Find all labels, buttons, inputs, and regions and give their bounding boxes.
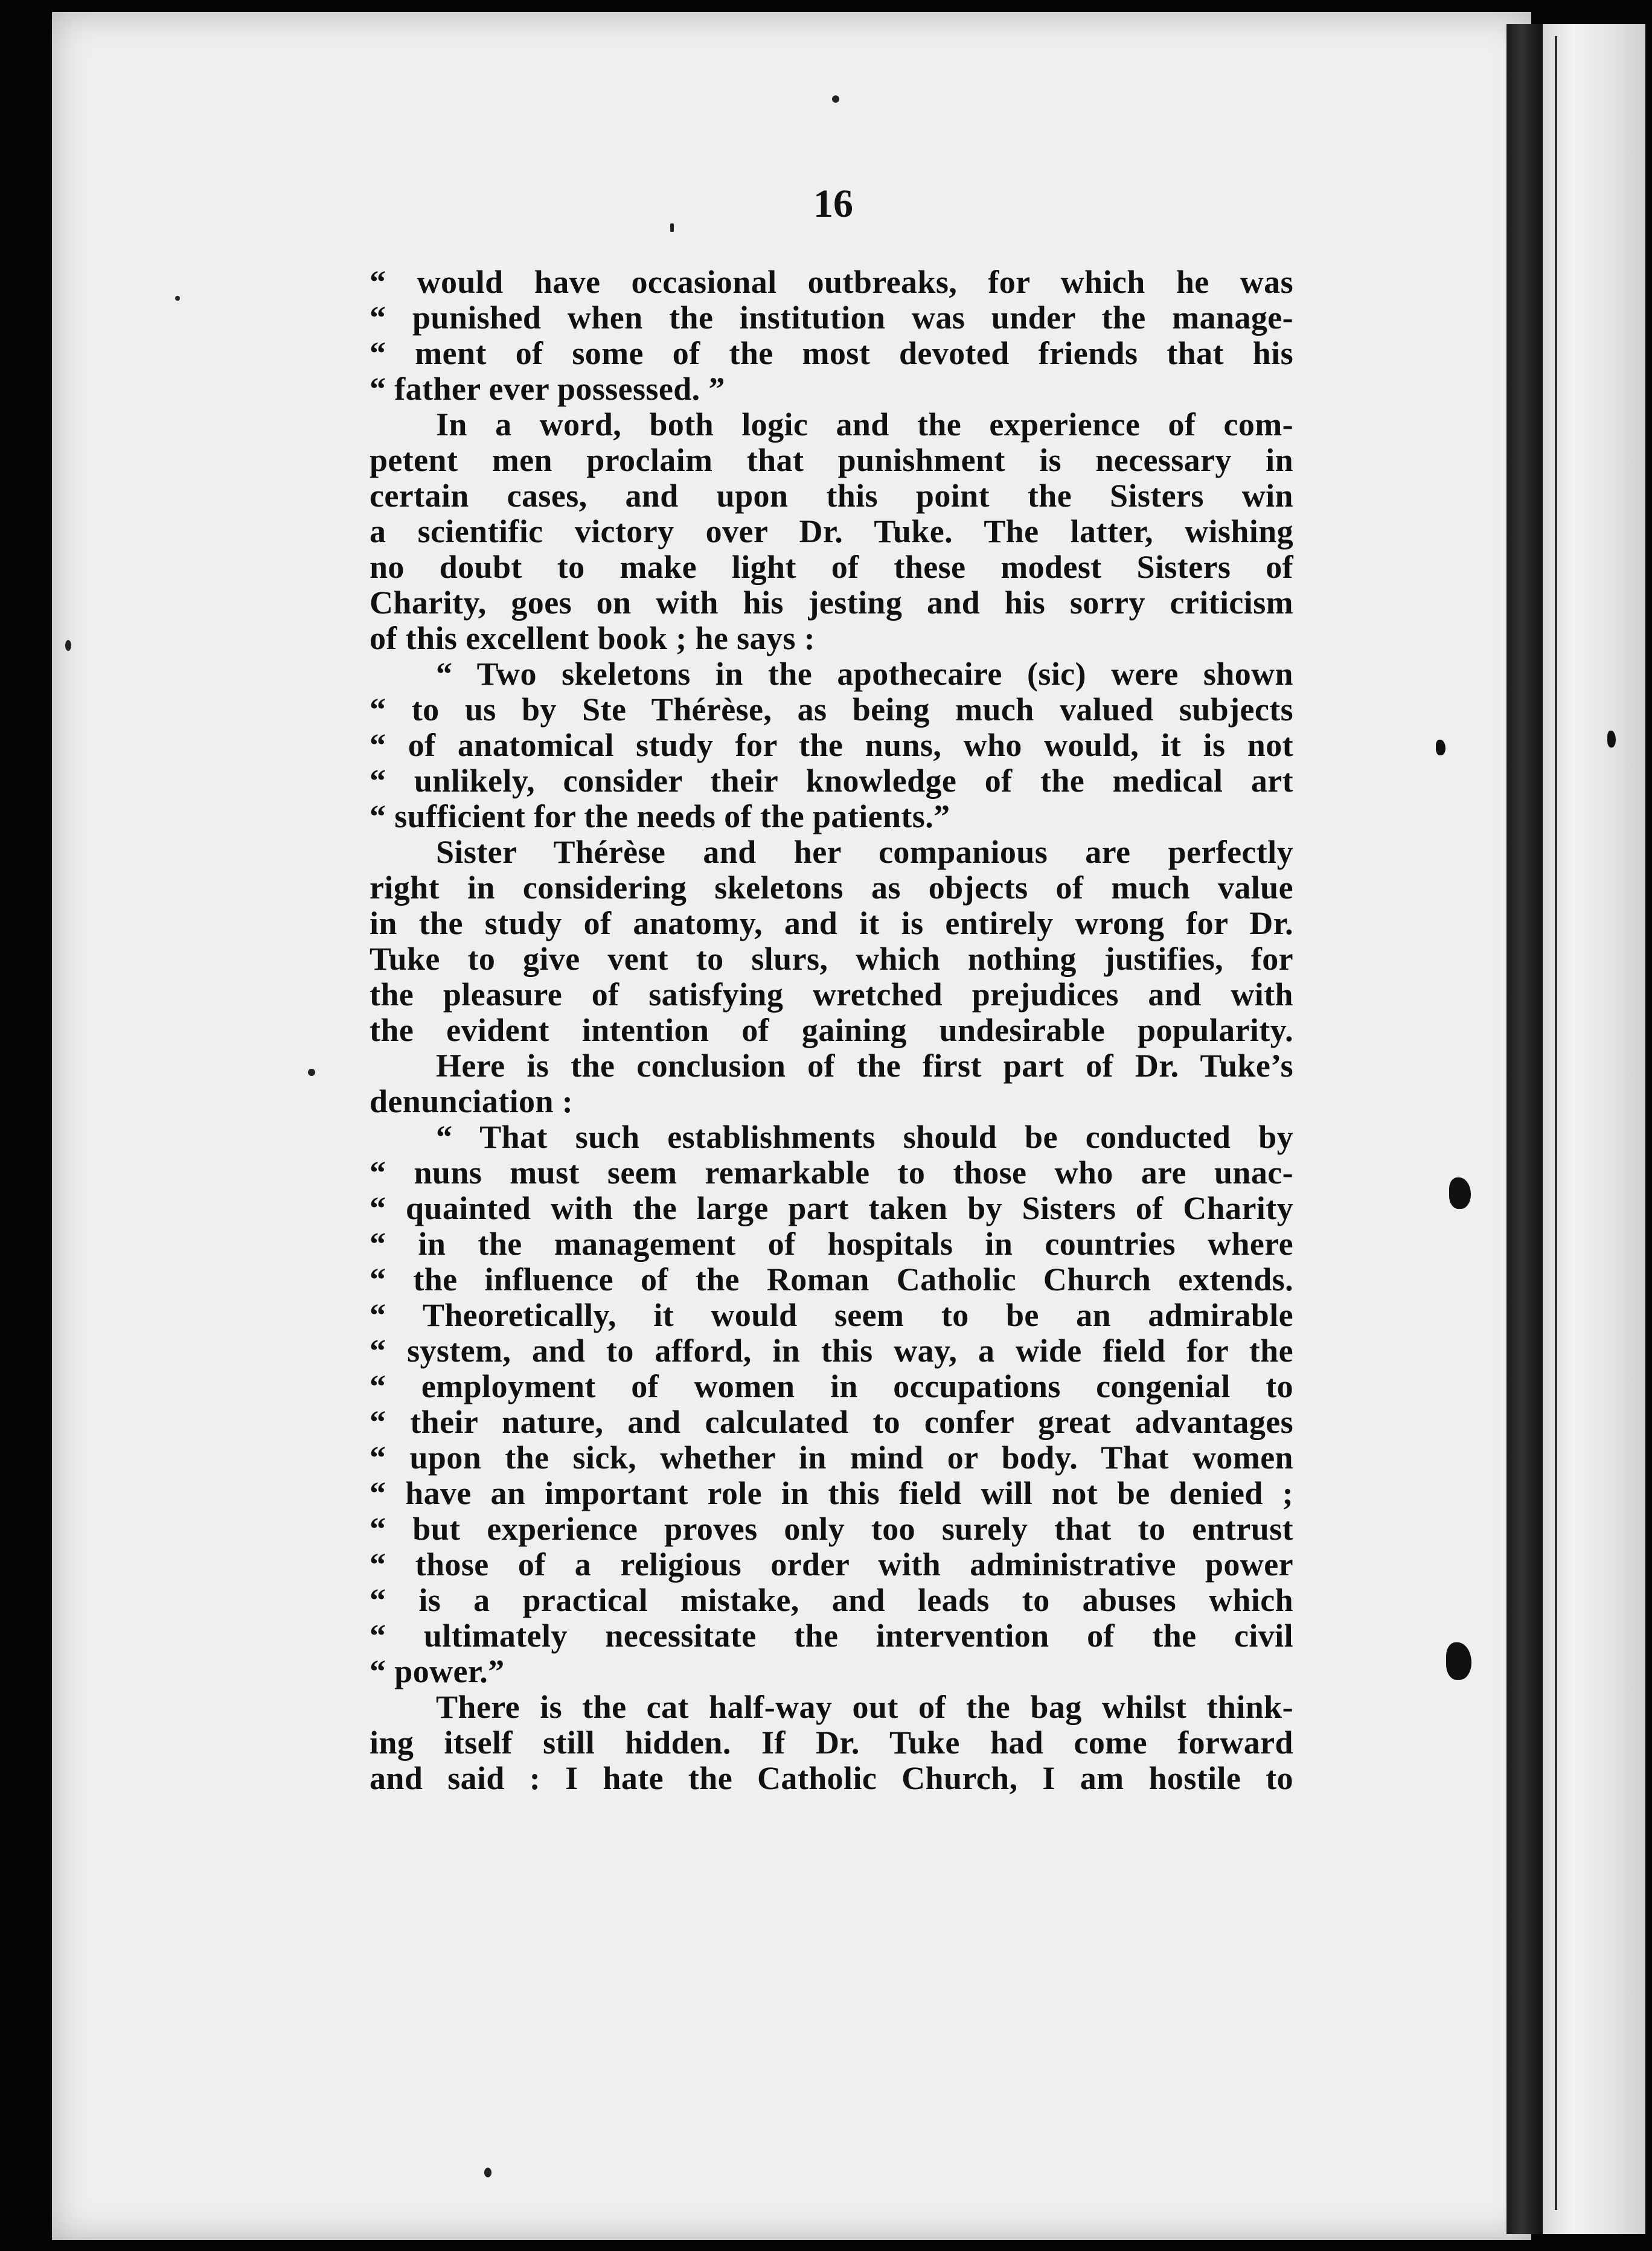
body-text — [370, 264, 1293, 1796]
text-line: “ ment of some of the most devoted friends that his — [370, 335, 1293, 371]
text-line: certain cases, and upon this point the Sisters win — [370, 478, 1293, 514]
text-line: a scientific victory over Dr. Tuke. The latter, wishing — [370, 513, 1293, 549]
text-line: “ to us by Ste Thérèse, as being much valued subjects — [370, 691, 1293, 728]
text-line: denunciation : — [370, 1083, 574, 1119]
scan-speck — [65, 640, 71, 651]
text-line: “ upon the sick, whether in mind or body. That women — [370, 1439, 1293, 1476]
text-line: “ ultimately necessitate the intervention of the civil — [370, 1618, 1293, 1654]
text-line: right in considering skeletons as objects of much value — [370, 869, 1293, 906]
text-line: “ of anatomical study for the nuns, who would, it is not — [370, 727, 1293, 763]
adjacent-page-edge — [1543, 24, 1645, 2234]
text-line: “ the influence of the Roman Catholic Church extends. — [370, 1261, 1293, 1298]
text-line: Charity, goes on with his jesting and his sorry criticism — [370, 584, 1293, 621]
text-line: “ but experience proves only too surely that to entrust — [370, 1511, 1293, 1547]
scan-speck — [308, 1069, 315, 1076]
scan-speck — [175, 296, 180, 301]
text-line: “ have an important role in this field will not be denied ; — [370, 1475, 1293, 1511]
text-line: In a word, both logic and the experience of com- — [436, 406, 1293, 443]
text-line: Here is the conclusion of the first part of Dr. Tuke’s — [436, 1048, 1293, 1084]
text-line: in the study of anatomy, and it is entirely wrong for Dr. — [370, 905, 1293, 941]
text-line: Sister Thérèse and her companious are perfectly — [436, 834, 1293, 870]
ink-blot — [1607, 731, 1616, 748]
page-number: 16 — [813, 182, 853, 226]
text-line: of this excellent book ; he says : — [370, 620, 816, 656]
text-line: “ would have occasional outbreaks, for which he was — [370, 264, 1293, 300]
text-line: and said : I hate the Catholic Church, I am hostile to — [370, 1760, 1293, 1796]
text-line: “ system, and to afford, in this way, a wide field for the — [370, 1333, 1293, 1369]
text-line: Tuke to give vent to slurs, which nothing justifies, for — [370, 941, 1293, 977]
text-line: “ in the management of hospitals in countries where — [370, 1226, 1293, 1262]
text-line: “ That such establishments should be conducted by — [436, 1119, 1293, 1155]
text-line: “ power.” — [370, 1653, 505, 1689]
ink-blot — [1436, 740, 1446, 755]
book-spine-shadow — [1506, 24, 1543, 2234]
text-line: “ those of a religious order with administrative power — [370, 1546, 1293, 1583]
text-line: “ is a practical mistake, and leads to abuses which — [370, 1582, 1293, 1618]
text-line: “ quainted with the large part taken by Sisters of Charity — [370, 1190, 1293, 1226]
text-line: “ their nature, and calculated to confer great advantages — [370, 1404, 1293, 1440]
scan-speck — [484, 2168, 491, 2177]
text-line: petent men proclaim that punishment is necessary in — [370, 442, 1293, 478]
text-line: no doubt to make light of these modest Sisters of — [370, 549, 1293, 585]
text-line: “ punished when the institution was under the manage- — [370, 299, 1293, 336]
text-line: “ sufficient for the needs of the patients.” — [370, 798, 950, 834]
text-line: “ unlikely, consider their knowledge of the medical art — [370, 763, 1293, 799]
text-line: “ Two skeletons in the apothecaire (sic) were shown — [436, 656, 1293, 692]
text-line: ing itself still hidden. If Dr. Tuke had come forward — [370, 1724, 1293, 1761]
text-line: “ employment of women in occupations congenial to — [370, 1368, 1293, 1404]
page-edge-line — [1555, 36, 1557, 2210]
text-line: “ nuns must seem remarkable to those who are unac- — [370, 1154, 1293, 1191]
text-line: the evident intention of gaining undesirable popularity. — [370, 1012, 1293, 1048]
text-line: “ father ever possessed. ” — [370, 371, 725, 407]
text-line: the pleasure of satisfying wretched prejudices and with — [370, 976, 1293, 1013]
text-line: “ Theoretically, it would seem to be an admirable — [370, 1297, 1293, 1333]
scan-speck — [832, 95, 839, 103]
scan-speck — [670, 223, 674, 232]
text-line: There is the cat half-way out of the bag whilst think- — [436, 1689, 1293, 1725]
